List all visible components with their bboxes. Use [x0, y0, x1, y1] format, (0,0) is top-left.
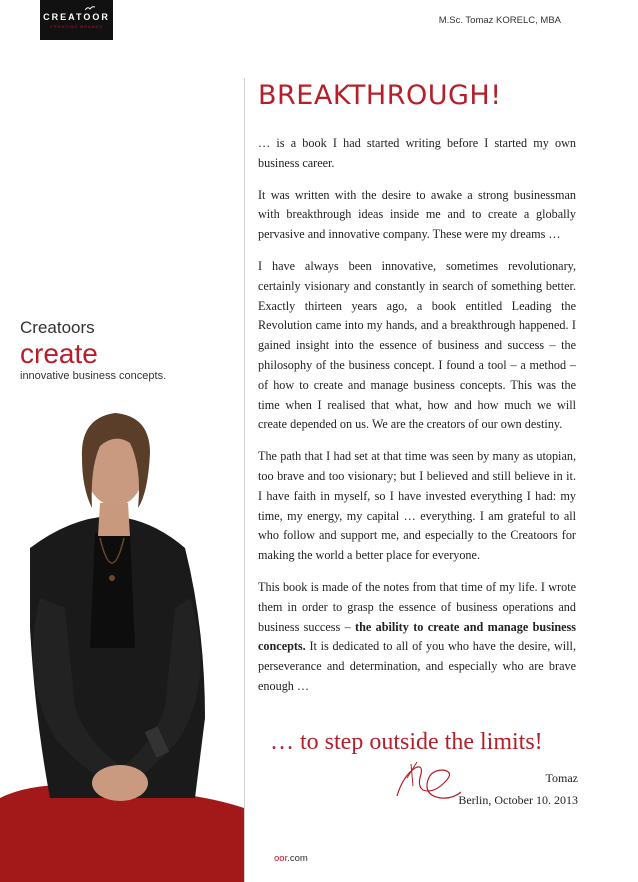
- article-title: BREAKTHROUGH!: [258, 80, 502, 111]
- author-credit: M.Sc. Tomaz KORELC, MBA: [438, 15, 561, 26]
- brand-name: Creatoors: [20, 318, 95, 337]
- article-tagline: … to step outside the limits!: [270, 729, 543, 755]
- signoff-name: Tomaz: [545, 771, 578, 785]
- column-divider: [244, 78, 245, 882]
- paragraph-emphasis: the ability to create and manage business concepts.: [258, 619, 577, 654]
- signoff-place-date: Berlin, October 10. 2013: [458, 793, 578, 807]
- logo-tagline: CREATING BRANDS: [49, 23, 104, 29]
- bird-icon: [85, 6, 95, 11]
- footer-url-rest: .com: [287, 853, 308, 864]
- paragraph: It was written with the desire to awake a strong businessman with breakthrough ideas inside me and to create a globally pervasive and innovative company. These were my dreams …: [258, 187, 576, 242]
- paragraph-final: [258, 578, 576, 697]
- author-portrait-photo: [0, 398, 244, 882]
- logo-wordmark: CREATOOR: [43, 11, 110, 22]
- creatoor-logo: [40, 0, 113, 40]
- paragraph: I have always been innovative, sometimes revolutionary, certainly visionary and constantly in search of something better. Exactly thirteen years ago, a book entitled Leading the Revolution came into my hands, and a breakthrough happened. I gained insight into the essence of business and success – the philosophy of the business concept. I found a tool – a method – of how to create and manage business concepts. This was the time when I realised that what, how and how much we will create depended on us. We are the creators of our own destiny.: [258, 258, 576, 432]
- article-body: [258, 134, 576, 709]
- footer-url-accent: oor: [274, 853, 288, 864]
- paragraph: The path that I had set at that time was seen by many as utopian, too brave and too visionary; but I believed and still believe in it. I have faith in myself, so I have invested everything I had: my time, my energy, my capital … everything. I am grateful to all who follow and support me, and especially to the Creatoors for making the world a better place for everyone.: [258, 449, 576, 563]
- brand-verb: create: [20, 338, 98, 369]
- brand-subtitle: innovative business concepts.: [20, 370, 167, 382]
- footer-website[interactable]: [274, 853, 308, 864]
- paragraph: … is a book I had started writing before I started my own business career.: [258, 136, 576, 170]
- brand-block: [20, 318, 230, 382]
- paragraph-text: It is dedicated to all of you who have the desire, will, perseverance and determination, and especially who are brave enough …: [258, 639, 576, 693]
- paragraph-text: This book is made of the notes from that time of my life. I wrote them in order to grasp the essence of business operations and business success –: [258, 579, 576, 634]
- handwritten-signature: [393, 756, 463, 804]
